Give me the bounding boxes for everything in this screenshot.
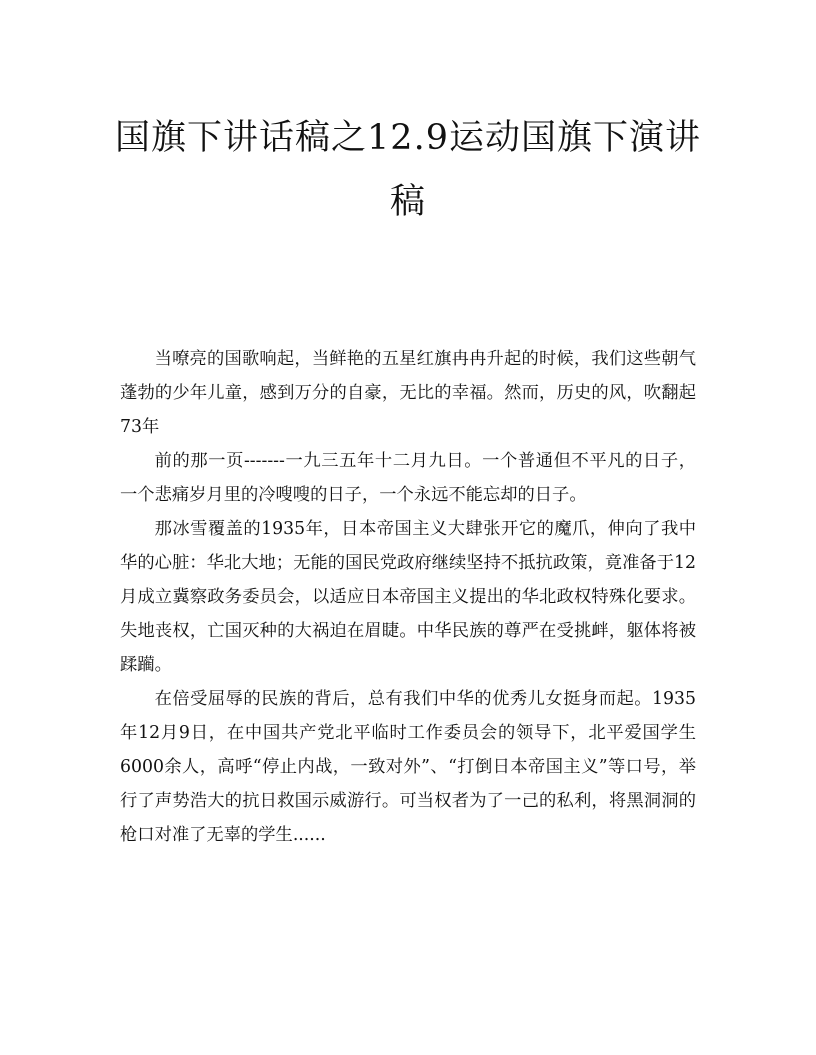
paragraph-2: 前的那一页-------一九三五年十二月九日。一个普通但不平凡的日子，一个悲痛岁月里的冷嗖嗖的日子，一个永远不能忘却的日子。 <box>120 451 696 505</box>
paragraph-4: 在倍受屈辱的民族的背后，总有我们中华的优秀儿女挺身而起。1935年12月9日，在中国共产党北平临时工作委员会的领导下，北平爱国学生6000余人，高呼“停止内战，一致对外”、“打倒日本帝国主义”等口号，举行了声势浩大的抗日救国示威游行。可当权者为了一己的私利，将黑洞洞的枪口对准了无辜的学生...... <box>120 689 696 845</box>
document-title <box>100 106 716 234</box>
document-body <box>120 342 696 852</box>
paragraph-3: 那冰雪覆盖的1935年，日本帝国主义大肆张开它的魔爪，伸向了我中华的心脏：华北大地；无能的国民党政府继续坚持不抵抗政策，竟准备于12月成立冀察政务委员会，以适应日本帝国主义提出的华北政权特殊化要求。失地丧权，亡国灭种的大祸迫在眉睫。中华民族的尊严在受挑衅，躯体将被蹂躏。 <box>120 519 696 675</box>
title-line-1: 国旗下讲话稿之12.9运动国旗下演讲 <box>115 118 701 158</box>
paragraph-1: 当嘹亮的国歌响起，当鲜艳的五星红旗冉冉升起的时候，我们这些朝气蓬勃的少年儿童，感到万分的自豪，无比的幸福。然而，历史的风，吹翻起73年 <box>120 349 696 437</box>
title-line-2: 稿 <box>389 182 426 222</box>
